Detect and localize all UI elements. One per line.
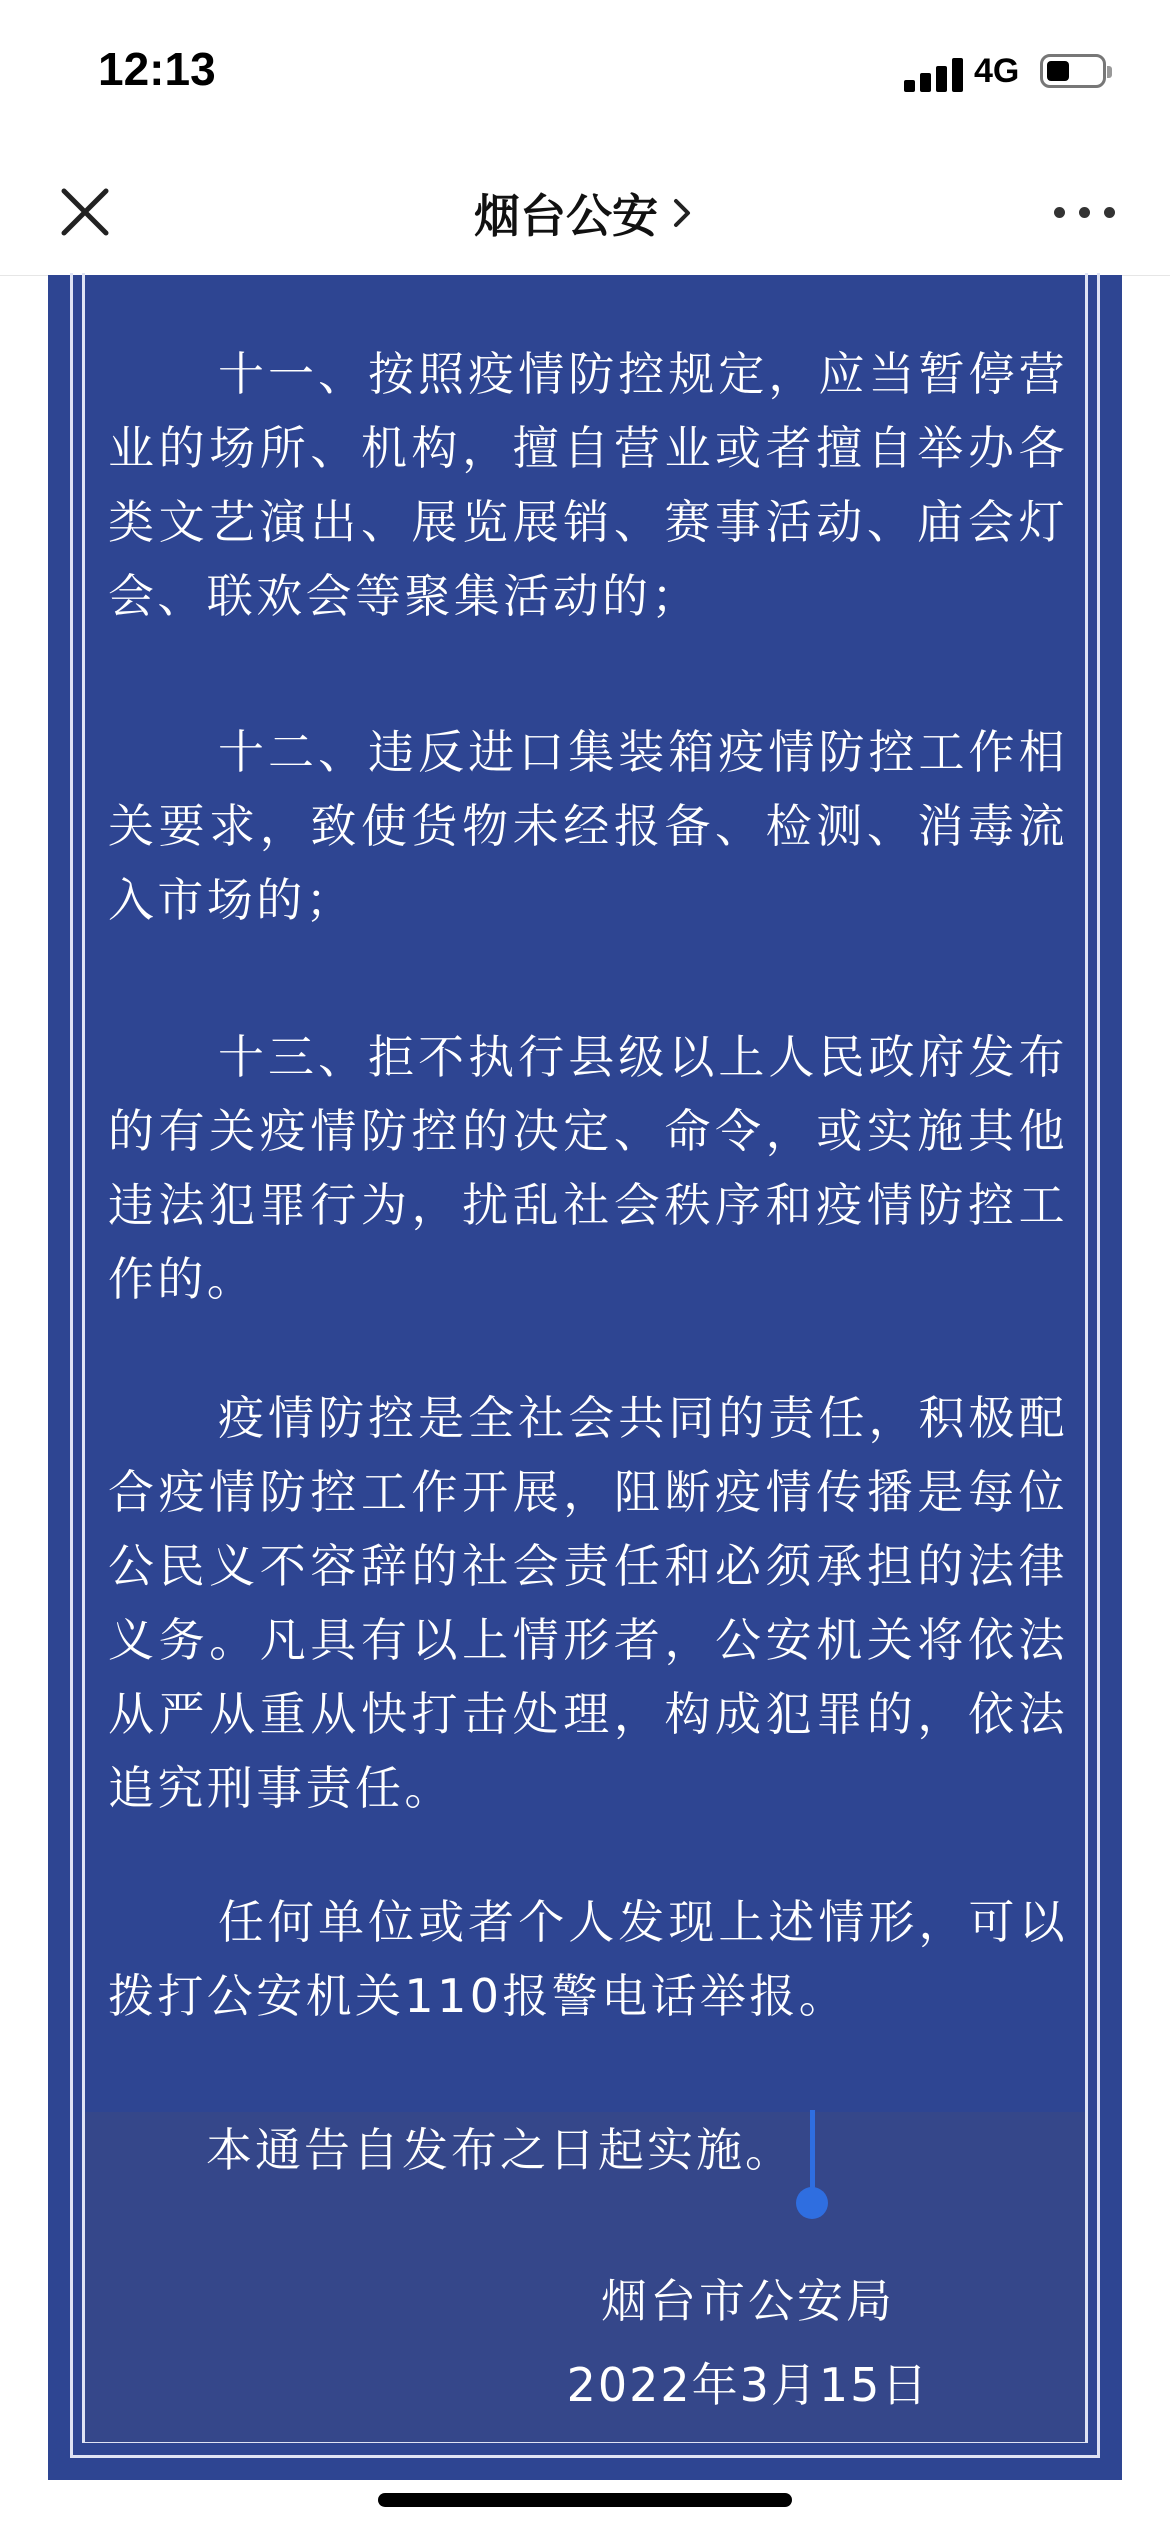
notice-poster (48, 275, 1122, 2480)
article-paragraph: 任何单位或者个人发现上述情形，可以拨打公安机关110报警电话举报。 (108, 1895, 1068, 2023)
article-paragraph: 疫情防控是全社会共同的责任，积极配合疫情防控工作开展，阻断疫情传播是每位公民义不容辞的社会责任和必须承担的法律义务。凡具有以上情形者，公安机关将依法从严从重从快打击处理，构成犯罪的，依法追究刑事责任。 (108, 1391, 1068, 1815)
article-paragraph: 十三、拒不执行县级以上人民政府发布的有关疫情防控的决定、命令，或实施其他违法犯罪行为，扰乱社会秩序和疫情防控工作的。 (108, 1030, 1068, 1306)
effective-statement: 本通告自发布之日起实施。 (206, 2123, 794, 2177)
chevron-right-icon (668, 193, 696, 233)
home-indicator[interactable] (378, 2493, 792, 2507)
more-button[interactable] (1050, 190, 1120, 234)
article-paragraph: 十二、违反进口集装箱疫情防控工作相关要求，致使货物未经报备、检测、消毒流入市场的； (108, 725, 1068, 927)
status-bar (0, 0, 1170, 150)
signal-icon (904, 58, 964, 92)
battery-icon (1040, 54, 1106, 88)
article-paragraph: 十一、按照疫情防控规定，应当暂停营业的场所、机构，擅自营业或者擅自举办各类文艺演出、展览展销、赛事活动、庙会灯会、联欢会等聚集活动的； (108, 347, 1068, 623)
selection-handle-knob[interactable] (796, 2187, 828, 2219)
signature-date: 2022年3月15日 (566, 2358, 930, 2412)
status-time: 12:13 (98, 43, 216, 95)
account-title-link[interactable] (474, 180, 696, 246)
close-button[interactable] (50, 177, 120, 247)
page-title: 烟台公安 (474, 188, 658, 243)
close-icon (50, 177, 120, 247)
network-type: 4G (974, 52, 1020, 90)
nav-bar (0, 150, 1170, 276)
signature-org: 烟台市公安局 (601, 2274, 895, 2328)
more-icon (1054, 207, 1065, 218)
